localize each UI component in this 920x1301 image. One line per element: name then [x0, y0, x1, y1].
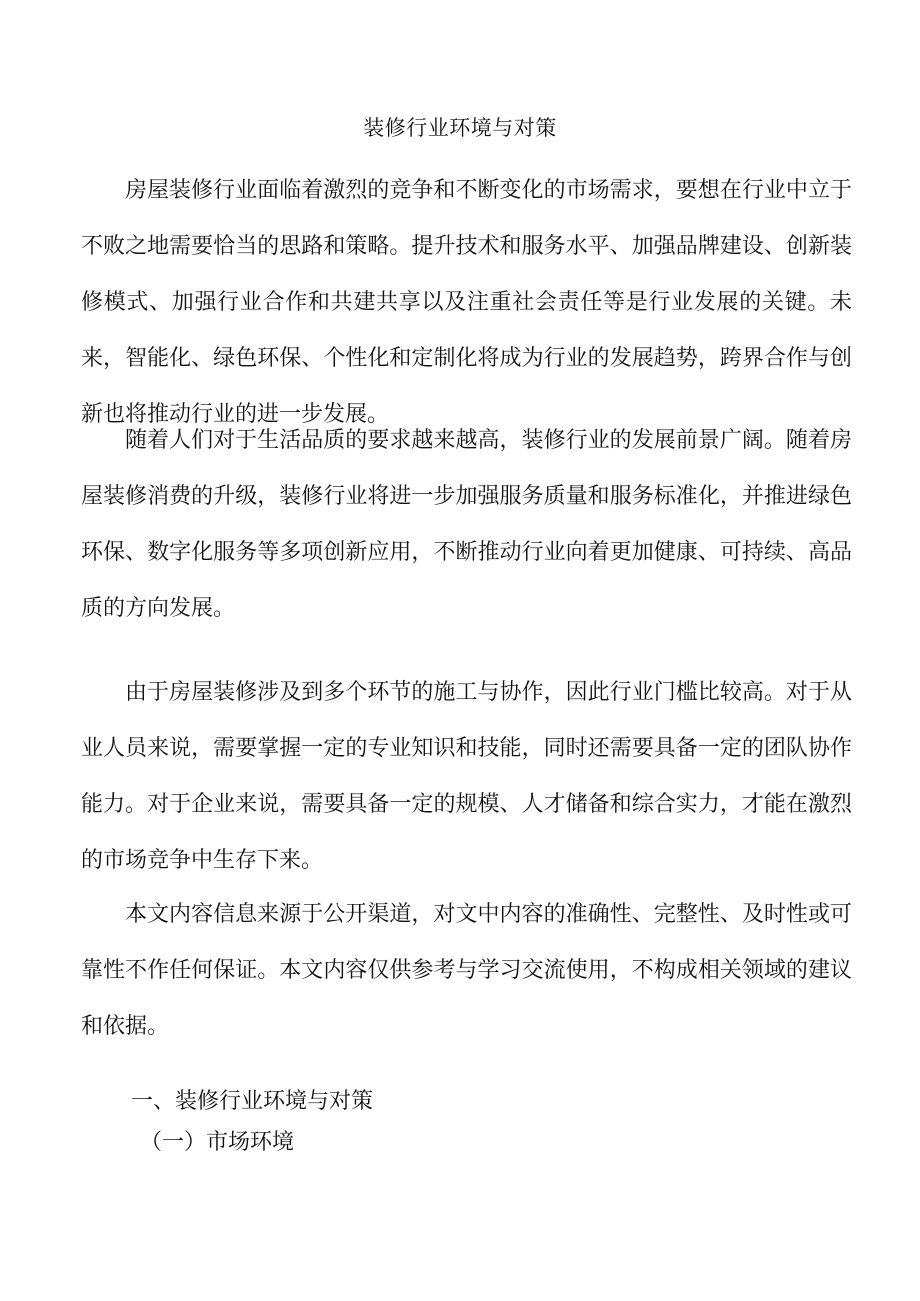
document-title: 装修行业环境与对策: [363, 116, 557, 140]
section-heading: 一、装修行业环境与对策: [131, 1089, 374, 1114]
paragraph-intro: 房屋装修行业面临着激烈的竞争和不断变化的市场需求，要想在行业中立于不败之地需要恰当的思路和策略。提升技术和服务水平、加强品牌建设、创新装修模式、加强行业合作和共建共享以及注重社会责任等是行业发展的关键。未来，智能化、绿色环保、个性化和定制化将成为行业的发展趋势，跨界合作与创新也将推动行业的进一步发展。: [81, 178, 852, 427]
subsection-heading: （一）市场环境: [140, 1130, 295, 1155]
paragraph-threshold: 由于房屋装修涉及到多个环节的施工与协作，因此行业门槛比较高。对于从业人员来说，需要掌握一定的专业知识和技能，同时还需要具备一定的团队协作能力。对于企业来说，需要具备一定的规模、人才储备和综合实力，才能在激烈的市场竞争中生存下来。: [81, 680, 852, 873]
paragraph-disclaimer: 本文内容信息来源于公开渠道，对文中内容的准确性、完整性、及时性或可靠性不作任何保证。本文内容仅供参考与学习交流使用，不构成相关领域的建议和依据。: [81, 902, 852, 1039]
paragraph-outlook: 随着人们对于生活品质的要求越来越高，装修行业的发展前景广阔。随着房屋装修消费的升级，装修行业将进一步加强服务质量和服务标准化，并推进绿色环保、数字化服务等多项创新应用，不断推动行业向着更加健康、可持续、高品质的方向发展。: [81, 428, 852, 621]
